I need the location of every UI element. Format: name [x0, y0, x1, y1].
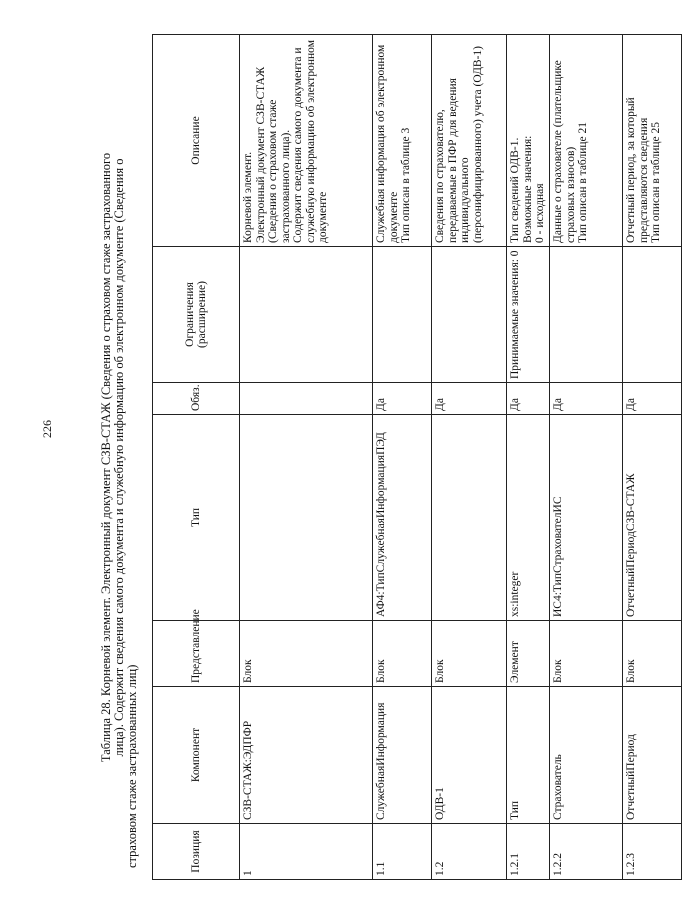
cell-description: Данные о страхователе (плательщике страховых взносов) Тип описан в таблице 21 — [550, 35, 623, 247]
cell-type: АФ4:ТипСлужебнаяИнформацияПЭД — [373, 415, 432, 621]
cell-position: 1.1 — [373, 824, 432, 880]
header-restrictions: Ограничения (расширение) — [153, 247, 240, 383]
cell-representation: Блок — [240, 621, 373, 687]
header-required: Обяз. — [153, 383, 240, 415]
cell-description: Сведения по страхователю, передаваемые в ПФР для ведения индивидуального (персонифицированного) учета (ОДВ-1) — [432, 35, 507, 247]
cell-required: Да — [432, 383, 507, 415]
header-representation: Представление — [153, 621, 240, 687]
cell-required: Да — [623, 383, 682, 415]
cell-position: 1.2.2 — [550, 824, 623, 880]
cell-representation: Блок — [432, 621, 507, 687]
cell-restrictions — [432, 247, 507, 383]
cell-description: Служебная информация об электронном документе Тип описан в таблице 3 — [373, 35, 432, 247]
cell-description: Корневой элемент. Электронный документ СЗВ-СТАЖ (Сведения о страховом стаже застрахованного лица). Содержит сведения самого документа и служебную информацию об электронном документе — [240, 35, 373, 247]
header-type: Тип — [153, 415, 240, 621]
cell-type: xs:integer — [507, 415, 550, 621]
cell-description: Отчетный период, за который представляются сведения Тип описан в таблице 25 — [623, 35, 682, 247]
cell-type: ОтчетныйПериодСЗВ-СТАЖ — [623, 415, 682, 621]
cell-required: Да — [373, 383, 432, 415]
table-row — [373, 35, 432, 880]
cell-representation: Блок — [623, 621, 682, 687]
table-row — [623, 35, 682, 880]
cell-position: 1.2.3 — [623, 824, 682, 880]
cell-description: Тип сведений ОДВ-1. Возможные значения: 0 - исходная — [507, 35, 550, 247]
cell-component: СлужебнаяИнформация — [373, 687, 432, 824]
cell-required: Да — [507, 383, 550, 415]
cell-position: 1.2.1 — [507, 824, 550, 880]
cell-required: Да — [550, 383, 623, 415]
cell-restrictions — [240, 247, 373, 383]
table-row — [507, 35, 550, 880]
header-position: Позиция — [153, 824, 240, 880]
header-component: Компонент — [153, 687, 240, 824]
caption-line-2: лица). Содержит сведения самого документа и служебную информацию об электронном документе (Сведения о — [112, 158, 126, 757]
caption-line-1: Таблица 28. Корневой элемент. Электронный документ СЗВ-СТАЖ (Сведения о страховом стаже застрахованного — [99, 152, 113, 763]
header-description: Описание — [153, 35, 240, 247]
cell-restrictions — [550, 247, 623, 383]
cell-representation: Блок — [373, 621, 432, 687]
cell-component: ОтчетныйПериод — [623, 687, 682, 824]
cell-restrictions — [623, 247, 682, 383]
cell-type: ИС4:ТипСтрахователИС — [550, 415, 623, 621]
caption-line-3: страховом стаже застрахованных лиц) — [125, 664, 139, 868]
cell-type — [240, 415, 373, 621]
cell-representation: Блок — [550, 621, 623, 687]
cell-component: Тип — [507, 687, 550, 824]
cell-position: 1.2 — [432, 824, 507, 880]
table-header-row — [153, 35, 240, 880]
table-row — [432, 35, 507, 880]
cell-required — [240, 383, 373, 415]
cell-type — [432, 415, 507, 621]
cell-restrictions — [373, 247, 432, 383]
cell-component: СЗВ-СТАЖ:ЭДПФР — [240, 687, 373, 824]
table-row — [240, 35, 373, 880]
page-number: 226 — [40, 420, 54, 438]
cell-representation: Элемент — [507, 621, 550, 687]
cell-restrictions: Принимаемые значения: 0 — [507, 247, 550, 383]
cell-component: Страхователь — [550, 687, 623, 824]
rotated-page-content — [99, 35, 662, 880]
structure-table — [152, 34, 682, 880]
cell-position: 1 — [240, 824, 373, 880]
cell-component: ОДВ-1 — [432, 687, 507, 824]
table-row — [550, 35, 623, 880]
